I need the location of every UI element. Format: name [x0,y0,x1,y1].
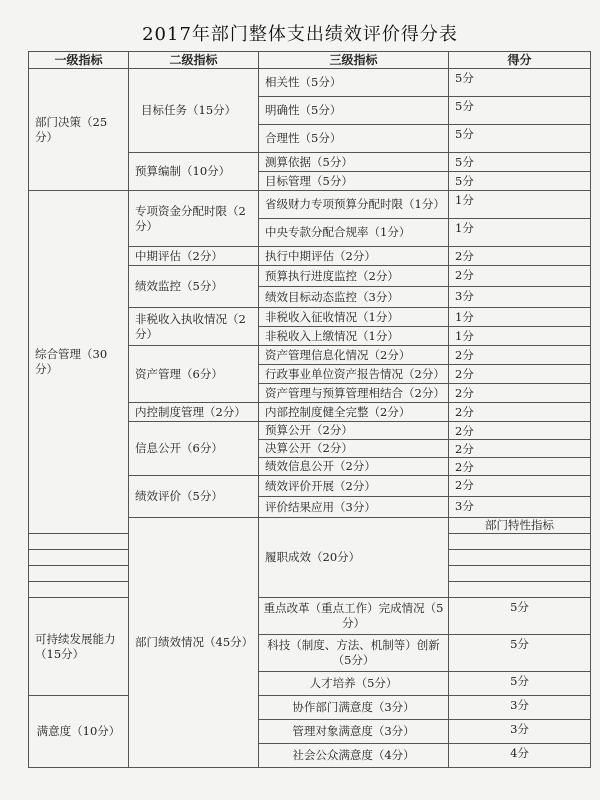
level3-cell: 预算执行进度监控（2分） [259,266,449,287]
page-title: 2017年部门整体支出绩效评价得分表 [142,24,458,45]
score-cell: 1分 [449,327,591,346]
score-cell: 2分 [449,266,591,287]
score-cell: 5分 [449,125,591,153]
score-cell: 3分 [449,287,591,308]
level3-cell [29,550,129,566]
level3-cell: 部门特性指标 [449,518,591,534]
score-cell: 2分 [449,384,591,403]
level2-cell: 专项资金分配时限（2分） [129,191,259,247]
level3-cell: 重点改革（重点工作）完成情况（5分） [259,598,449,635]
level3-cell: 人才培养（5分） [259,672,449,696]
level3-cell: 绩效目标动态监控（3分） [259,287,449,308]
score-cell [449,566,591,582]
score-cell: 2分 [449,346,591,365]
level3-cell: 管理对象满意度（3分） [259,720,449,744]
level2-cell: 信息公开（6分） [129,422,259,476]
level3-cell: 明确性（5分） [259,97,449,125]
score-cell: 4分 [449,744,591,768]
table-row [29,696,591,720]
table-row [29,598,591,635]
level2-cell: 非税收入执收情况（2分） [129,308,259,346]
score-cell: 3分 [449,696,591,720]
level3-cell [29,566,129,582]
score-cell: 2分 [449,247,591,266]
table-row [29,69,591,97]
level3-cell: 资产管理信息化情况（2分） [259,346,449,365]
level2-cell: 预算编制（10分） [129,153,259,191]
level3-cell: 预算公开（2分） [259,422,449,440]
score-cell [449,582,591,598]
level3-cell: 省级财力专项预算分配时限（1分） [259,191,449,219]
level3-cell: 目标管理（5分） [259,172,449,191]
score-cell: 5分 [449,635,591,672]
level3-cell: 协作部门满意度（3分） [259,696,449,720]
level3-cell: 非税收入上缴情况（1分） [259,327,449,346]
level3-cell: 绩效评价开展（2分） [259,476,449,497]
score-cell: 5分 [449,598,591,635]
level2-cell: 履职成效（20分） [259,518,449,598]
level2-cell: 资产管理（6分） [129,346,259,403]
score-cell: 1分 [449,191,591,219]
level3-cell: 决算公开（2分） [259,440,449,458]
score-cell [449,534,591,550]
score-cell: 2分 [449,476,591,497]
level3-cell [29,582,129,598]
header-score: 得分 [449,52,591,69]
level3-cell: 资产管理与预算管理相结合（2分） [259,384,449,403]
score-cell: 2分 [449,458,591,476]
level3-cell: 社会公众满意度（4分） [259,744,449,768]
level1-cell: 部门绩效情况（45分） [129,518,259,768]
score-cell: 5分 [449,69,591,97]
level1-cell: 部门决策（25分） [29,69,129,191]
score-cell: 2分 [449,422,591,440]
level2-cell: 内控制度管理（2分） [129,403,259,422]
level3-cell: 行政事业单位资产报告情况（2分） [259,365,449,384]
level3-cell: 合理性（5分） [259,125,449,153]
level3-cell: 非税收入征收情况（1分） [259,308,449,327]
header-level3: 三级指标 [259,52,449,69]
score-cell: 5分 [449,672,591,696]
score-cell: 2分 [449,403,591,422]
score-cell [449,550,591,566]
score-cell: 3分 [449,497,591,518]
level2-cell: 满意度（10分） [29,696,129,768]
score-cell: 5分 [449,153,591,172]
score-cell: 2分 [449,440,591,458]
level3-cell: 评价结果应用（3分） [259,497,449,518]
level3-cell: 执行中期评估（2分） [259,247,449,266]
level3-cell: 内部控制度健全完整（2分） [259,403,449,422]
score-cell: 5分 [449,97,591,125]
level2-cell: 绩效评价（5分） [129,476,259,518]
level3-cell: 相关性（5分） [259,69,449,97]
score-table [28,51,591,768]
level2-cell: 可持续发展能力（15分） [29,598,129,696]
score-cell: 1分 [449,219,591,247]
level3-cell: 中央专款分配合规率（1分） [259,219,449,247]
score-cell: 2分 [449,365,591,384]
header-row [29,52,591,69]
header-level2: 二级指标 [129,52,259,69]
level3-cell: 测算依据（5分） [259,153,449,172]
score-cell: 3分 [449,720,591,744]
score-cell: 5分 [449,172,591,191]
level3-cell [29,534,129,550]
level3-cell: 绩效信息公开（2分） [259,458,449,476]
level2-cell: 目标任务（15分） [129,69,259,153]
header-level1: 一级指标 [29,52,129,69]
score-cell: 1分 [449,308,591,327]
table-row [29,191,591,219]
level3-cell: 科技（制度、方法、机制等）创新（5分） [259,635,449,672]
level2-cell: 绩效监控（5分） [129,266,259,308]
level1-cell: 综合管理（30分） [29,191,129,534]
level2-cell: 中期评估（2分） [129,247,259,266]
